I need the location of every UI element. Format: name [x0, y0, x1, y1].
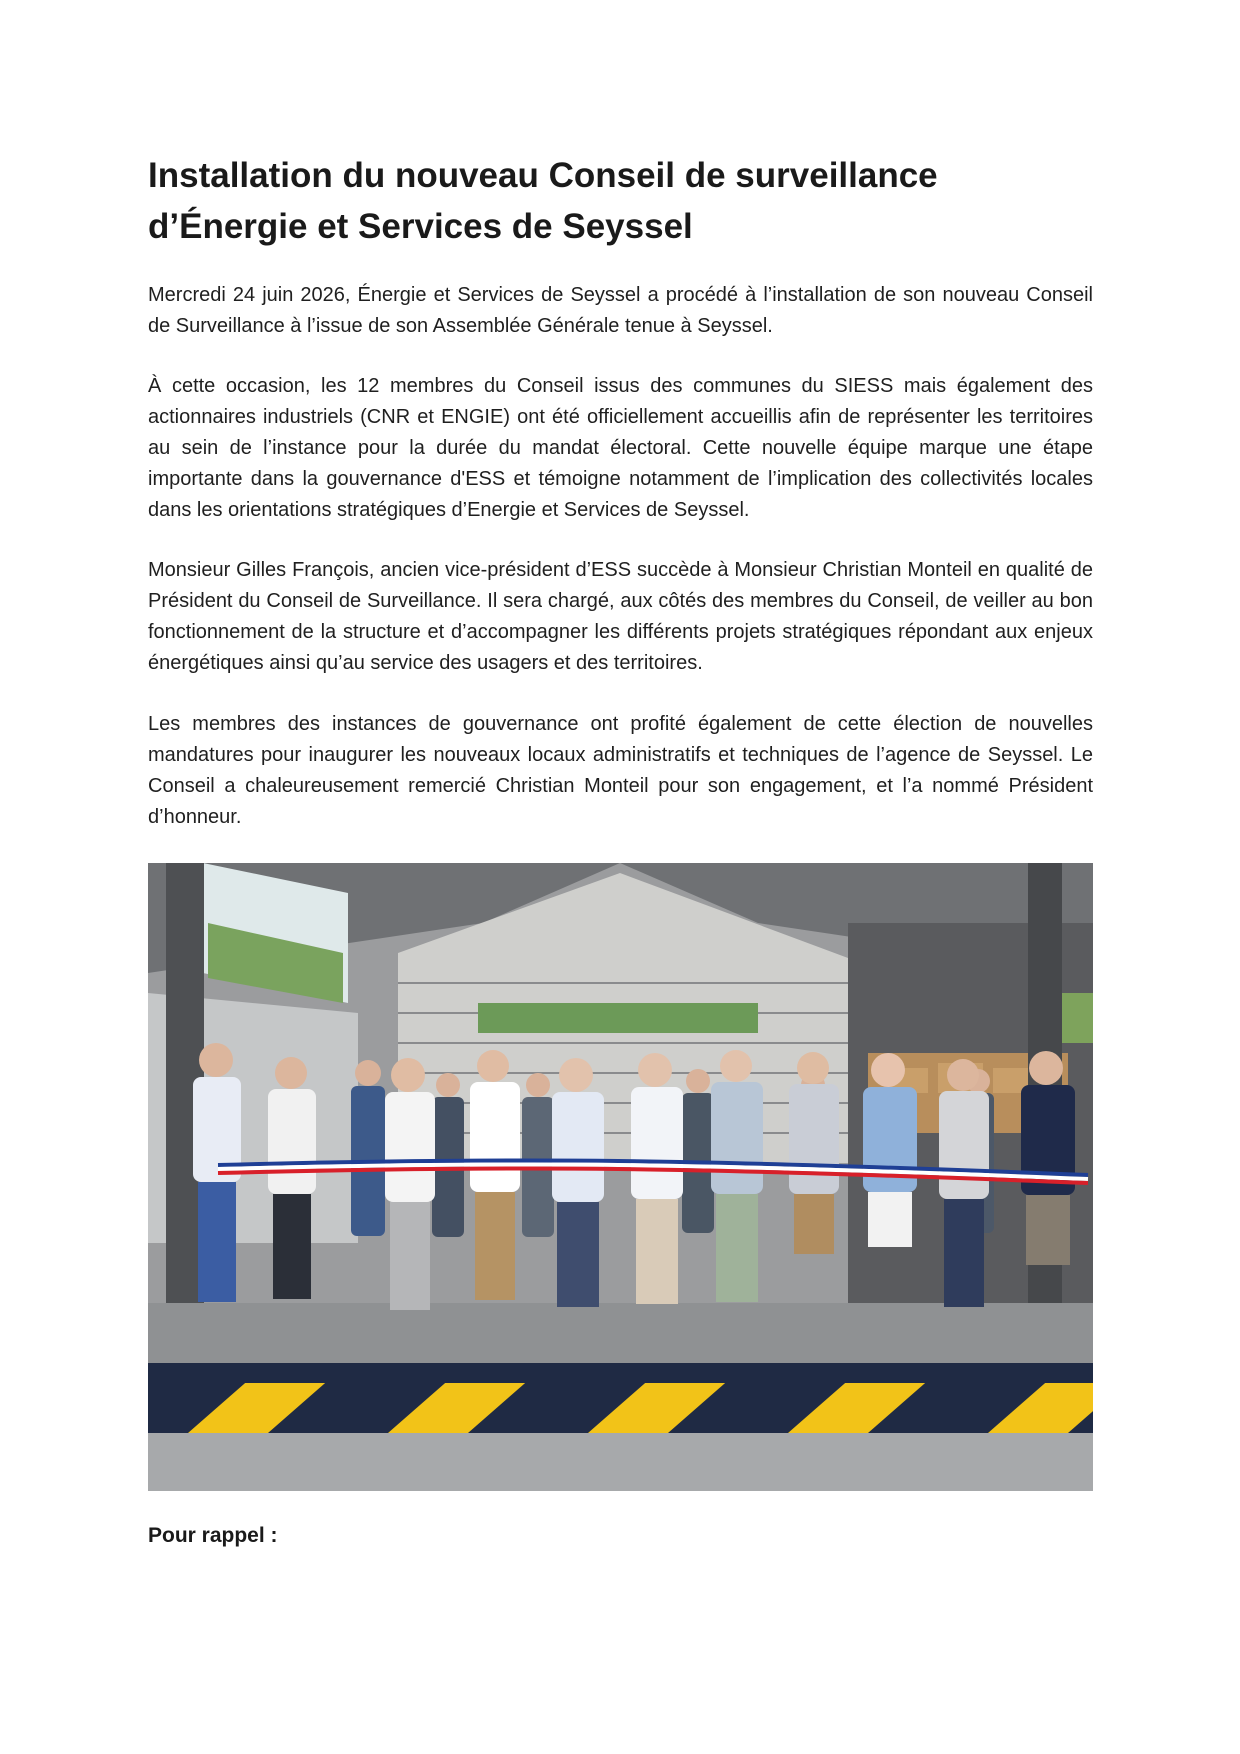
ribbon-cutting-photo [148, 863, 1093, 1491]
paragraph-president: Monsieur Gilles François, ancien vice-président d’ESS succède à Monsieur Christian Monteil en qualité de Président du Conseil de Surveillance. Il sera chargé, aux côtés des membres du Conseil, de veiller au bon fonctionnement de la structure et d’accompagner les différents projets stratégiques répondant aux enjeux énergétiques ainsi qu’au service des usagers et des territoires. [148, 559, 1093, 674]
paragraph-intro: Mercredi 24 juin 2026, Énergie et Services de Seyssel a procédé à l’installation de son nouveau Conseil de Surveillance à l’issue de son Assemblée Générale tenue à Seyssel. [148, 284, 1093, 337]
title-line-2: d’Énergie et Services de Seyssel [148, 207, 693, 246]
photo-illustration [148, 863, 1093, 1491]
paragraph-members: À cette occasion, les 12 membres du Conseil issus des communes du SIESS mais également des actionnaires industriels (CNR et ENGIE) ont été officiellement accueillis afin de représenter les territoires au sein de l’instance pour la durée du mandat électoral. Cette nouvelle équipe marque une étape importante dans la gouvernance d'ESS et témoigne notamment de l’implication des collectivités locales dans les orientations stratégiques d’Energie et Services de Seyssel. [148, 375, 1093, 521]
paragraph-inauguration: Les membres des instances de gouvernance ont profité également de cette élection de nouvelles mandatures pour inaugurer les nouveaux locaux administratifs et techniques de l’agence de Seyssel. Le Conseil a chaleureusement remercié Christian Monteil pour son engagement, et l’a nommé Président d’honneur. [148, 713, 1093, 828]
reminder-heading: Pour rappel : [148, 1524, 278, 1547]
title-line-1: Installation du nouveau Conseil de surveillance [148, 156, 938, 195]
article-title [148, 150, 1098, 252]
